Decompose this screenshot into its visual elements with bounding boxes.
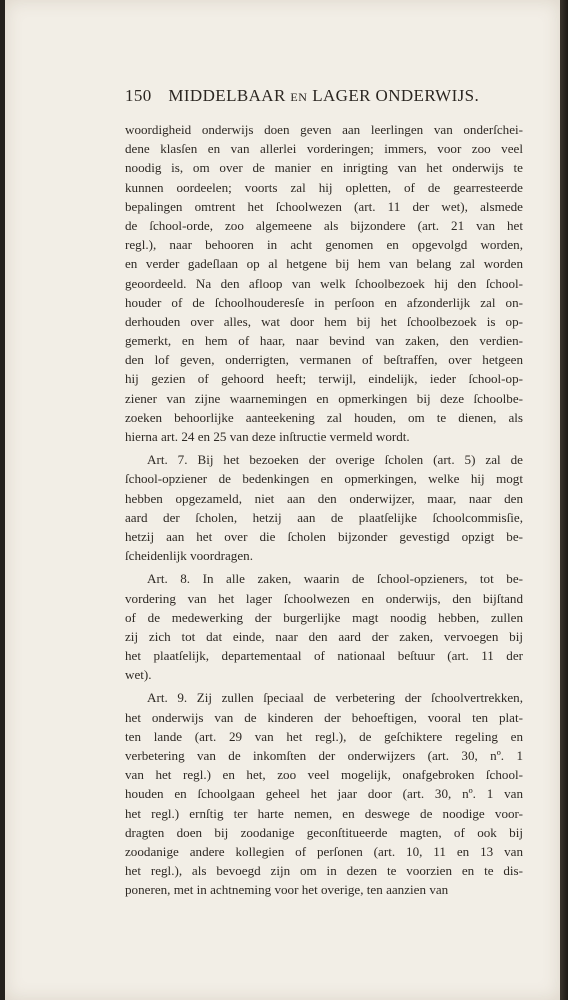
text-line: ſcheidenlijk voordragen. bbox=[125, 548, 253, 564]
text-line: ziener van zijne waarnemingen en opmerkingen bij deze ſchoolbe- bbox=[125, 390, 523, 406]
text-line: derhouden over alles, wat door hem bij het ſchoolbezoek is op- bbox=[125, 313, 523, 329]
running-head bbox=[125, 86, 525, 110]
paragraph bbox=[125, 450, 523, 565]
text-line: het regl.) ernſtig ter harte nemen, en deswege de noodige voor- bbox=[125, 805, 523, 821]
text-line: van het regl.) en het, zoo veel mogelijk, onafgebroken ſchool- bbox=[125, 767, 523, 783]
text-line: zoeken behoorlijke aanteekening zal houden, om te dienen, als bbox=[125, 409, 523, 425]
text-line: de ſchool-orde, zoo algemeene als bijzondere (art. 21 van het bbox=[125, 217, 523, 233]
text-line: houden en ſchoolgaan geheel het jaar door (art. 30, nº. 1 van bbox=[125, 786, 523, 802]
text-line: het plaatſelijk, departementaal of nationaal beſtuur (art. 11 der bbox=[125, 648, 523, 664]
text-line: hierna art. 24 en 25 van deze inſtructie vermeld wordt. bbox=[125, 429, 410, 444]
text-line: woordigheid onderwijs doen geven aan leerlingen van onderſchei- bbox=[125, 122, 523, 137]
text-line: poneren, met in achtneming voor het overige, ten aanzien van bbox=[125, 882, 449, 898]
text-line: Art. 7. Bij het bezoeken der overige ſcholen (art. 5) zal de bbox=[147, 452, 523, 468]
paragraph bbox=[125, 569, 523, 684]
text-line: gemerkt, en hem of haar, naar bevind van zaken, den verdien- bbox=[125, 333, 523, 349]
page-number: 150 bbox=[125, 86, 152, 105]
text-line: Art. 9. Zij zullen ſpeciaal de verbetering der ſchoolvertrekken, bbox=[147, 690, 523, 706]
text-line: en verder gadeſlaan op al hetgene bij hem van belang zal worden bbox=[125, 256, 523, 272]
text-line: aard der ſcholen, hetzij aan de plaatſelijke ſchoolcommisſie, bbox=[125, 509, 523, 525]
text-line: houder of de ſchoolhouderesſe in perſoon en afzonderlijk zal on- bbox=[125, 294, 523, 310]
text-line: vordering van het lager ſchoolwezen en onderwijs, den bijſtand bbox=[125, 590, 523, 606]
text-line: ten lande (art. 29 van het regl.), de geſchiktere regeling en bbox=[125, 728, 523, 744]
running-head-part-3: LAGER ONDERWIJS. bbox=[312, 86, 480, 105]
running-head-part-2: EN bbox=[290, 90, 308, 104]
text-line: noodig is, om over de manier en inrigting van het onderwijs te bbox=[125, 160, 523, 176]
text-line: hebben opgezameld, niet aan den onderwijzer, maar, naar den bbox=[125, 490, 523, 506]
text-line: Art. 8. In alle zaken, waarin de ſchool-opzieners, tot be- bbox=[147, 571, 523, 587]
text-line: zij zich tot dat einde, naar den aard der zaken, vervoegen bij bbox=[125, 628, 523, 644]
text-line: ſchool-opziener de bedenkingen en opmerkingen, welke hij mogt bbox=[125, 471, 523, 487]
text-line: kunnen oordeelen; voorts zal hij opletten, of de gearresteerde bbox=[125, 179, 523, 195]
text-line: geoordeeld. Na den afloop van welk ſchoolbezoek hij den ſchool- bbox=[125, 275, 523, 291]
text-line: hij gezien of gehoord heeft; terwijl, eindelijk, ieder ſchool-op- bbox=[125, 371, 523, 387]
text-line: het onderwijs van de kinderen der behoeftigen, vooral ten plat- bbox=[125, 709, 523, 725]
paragraph bbox=[125, 688, 523, 899]
text-line: of de medewerking der burgerlijke magt noodig hebben, zullen bbox=[125, 609, 523, 625]
paragraph bbox=[125, 120, 523, 446]
text-line: regl.), naar behooren in acht genomen en opgevolgd worden, bbox=[125, 237, 523, 253]
text-line: hetzij aan het over die ſcholen bijzonder gevestigd opzigt be- bbox=[125, 528, 523, 544]
running-head-part-1: MIDDELBAAR bbox=[168, 86, 286, 105]
text-line: verbetering van de inkomſten der onderwijzers (art. 30, nº. 1 bbox=[125, 748, 523, 763]
body-text bbox=[125, 120, 523, 900]
text-line: het regl.), als bevoegd zijn om in dezen te voorzien en te dis- bbox=[125, 863, 523, 879]
text-line: dragten doen bij zoodanige geconſtitueerde magten, of ook bij bbox=[125, 824, 523, 840]
text-line: dene klasſen en van allerlei vorderingen; immers, voor zoo veel bbox=[125, 141, 523, 157]
text-line: bepalingen omtrent het ſchoolwezen (art. 11 der wet), alsmede bbox=[125, 198, 523, 214]
page-edge-shadow bbox=[560, 0, 568, 1000]
text-line: wet). bbox=[125, 667, 152, 683]
text-line: den lof geven, onderrigten, vermanen of beſtraffen, over hetgeen bbox=[125, 352, 523, 368]
book-page bbox=[5, 0, 560, 1000]
text-line: zoodanige andere kollegien of perſonen (art. 10, 11 en 13 van bbox=[125, 843, 523, 859]
